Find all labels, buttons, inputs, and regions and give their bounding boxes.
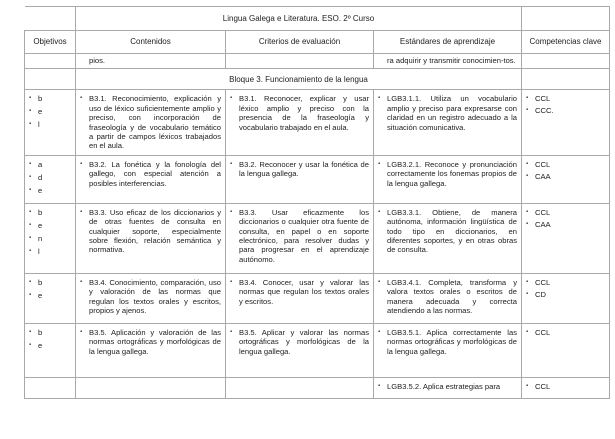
competencias-cell	[522, 323, 610, 377]
continuation-estandares: ra adquirir y transmitir conocimien-tos.	[374, 54, 522, 69]
bullet-icon: ▪	[29, 341, 32, 348]
criterio-cell	[226, 377, 374, 398]
estandar-cell: ▪ LGB3.1.1. Utiliza un vocabulario amplio y preciso para expresarse con claridad en un registro adecuado a la situación comunicativa.	[374, 90, 522, 155]
table-row	[25, 203, 610, 273]
bullet-icon: ▪	[29, 247, 32, 254]
title-spacer	[25, 7, 76, 31]
competencias-cell-item: ▪ CCL	[526, 160, 605, 172]
continuation-competencias	[522, 54, 610, 69]
bullet-icon: ▪	[378, 382, 381, 389]
bloque-row	[25, 69, 610, 90]
objetivos-cell	[25, 273, 76, 323]
objetivos-cell-item: ▪ e	[29, 291, 71, 304]
objetivos-cell	[25, 155, 76, 203]
bullet-icon: ▪	[526, 290, 529, 297]
bullet-icon: ▪	[29, 95, 32, 102]
bullet-icon: ▪	[526, 208, 529, 215]
header-competencias: Competencias clave	[522, 31, 610, 54]
header-objetivos: Objetivos	[25, 31, 76, 54]
bullet-icon: ▪	[526, 278, 529, 285]
header-row	[25, 31, 610, 54]
continuation-row	[25, 54, 610, 69]
objetivos-cell-item: ▪ e	[29, 221, 71, 234]
bullet-icon: ▪	[29, 221, 32, 228]
contenido-cell: ▪ B3.3. Uso eficaz de los diccionarios y de otras fuentes de consulta en cualquier soporte, especialmente sobre flexión, relación semántica y normativa.	[76, 203, 226, 273]
bullet-icon: ▪	[378, 208, 381, 215]
bullet-icon: ▪	[526, 160, 529, 167]
bullet-icon: ▪	[526, 107, 529, 114]
bullet-icon: ▪	[80, 278, 83, 285]
objetivos-cell-item: ▪ a	[29, 160, 71, 173]
objetivos-cell	[25, 203, 76, 273]
bullet-icon: ▪	[29, 234, 32, 241]
objetivos-cell-item: ▪ b	[29, 94, 71, 107]
bullet-icon: ▪	[378, 328, 381, 335]
objetivos-cell	[25, 90, 76, 155]
objetivos-cell-item: ▪ n	[29, 234, 71, 247]
objetivos-cell-item: ▪ b	[29, 278, 71, 291]
estandar-cell: ▪ LGB3.3.1. Obtiene, de manera autónoma, información lingüística de todo tipo en diccionarios, en diferentes soportes, y en otras obras de consulta.	[374, 203, 522, 273]
bullet-icon: ▪	[230, 328, 233, 335]
bullet-icon: ▪	[230, 208, 233, 215]
objetivos-cell-item: ▪ e	[29, 186, 71, 199]
objetivos-cell-item: ▪ d	[29, 173, 71, 186]
criterio-cell: ▪ B3.2. Reconocer y usar la fonética de la lengua gallega.	[226, 155, 374, 203]
estandar-cell: ▪ LGB3.5.2. Aplica estrategias para	[374, 377, 522, 398]
objetivos-cell	[25, 323, 76, 377]
bullet-icon: ▪	[526, 95, 529, 102]
bullet-icon: ▪	[80, 328, 83, 335]
bullet-icon: ▪	[29, 121, 32, 128]
bullet-icon: ▪	[29, 291, 32, 298]
competencias-cell	[522, 377, 610, 398]
bullet-icon: ▪	[230, 160, 233, 167]
table-row	[25, 377, 610, 398]
contenido-cell: ▪ B3.5. Aplicación y valoración de las normas ortográficas y morfológicas de la lengua gallega.	[76, 323, 226, 377]
contenido-cell: ▪ B3.2. La fonética y la fonología del gallego, con especial atención a posibles interferencias.	[76, 155, 226, 203]
continuation-objetivos	[25, 54, 76, 69]
table-row	[25, 323, 610, 377]
criterio-cell: ▪ B3.5. Aplicar y valorar las normas ortográficas y morfológicas de la lengua gallega.	[226, 323, 374, 377]
competencias-cell-item: ▪ CCL	[526, 278, 605, 290]
title-spacer-right	[522, 7, 610, 31]
objetivos-cell-item: ▪ b	[29, 328, 71, 341]
table-row	[25, 155, 610, 203]
objetivos-cell-item: ▪ e	[29, 107, 71, 120]
competencias-cell-item: ▪ CAA	[526, 220, 605, 232]
bullet-icon: ▪	[526, 328, 529, 335]
bullet-icon: ▪	[378, 160, 381, 167]
objetivos-cell-item: ▪ l	[29, 120, 71, 133]
header-estandares: Estándares de aprendizaje	[374, 31, 522, 54]
criterio-cell: ▪ B3.4. Conocer, usar y valorar las normas que regulan los textos orales y escritos.	[226, 273, 374, 323]
bullet-icon: ▪	[80, 95, 83, 102]
bullet-icon: ▪	[29, 160, 32, 167]
curriculum-table	[24, 6, 610, 399]
bloque-spacer-right	[522, 69, 610, 90]
table-row	[25, 90, 610, 155]
bullet-icon: ▪	[29, 328, 32, 335]
bullet-icon: ▪	[29, 208, 32, 215]
bullet-icon: ▪	[29, 186, 32, 193]
objetivos-cell-item: ▪ e	[29, 341, 71, 354]
competencias-cell-item: ▪ CAA	[526, 172, 605, 184]
bullet-icon: ▪	[80, 208, 83, 215]
table-row	[25, 273, 610, 323]
bullet-icon: ▪	[80, 160, 83, 167]
bullet-icon: ▪	[526, 382, 529, 389]
estandar-cell: ▪ LGB3.2.1. Reconoce y pronunciación correctamente los fonemas propios de la lengua gallega.	[374, 155, 522, 203]
table-title: Lingua Galega e Literatura. ESO. 2º Curso	[76, 7, 522, 31]
estandar-cell: ▪ LGB3.4.1. Completa, transforma y valora textos orales o escritos de manera adecuada y correcta atendiendo a las normas.	[374, 273, 522, 323]
bullet-icon: ▪	[378, 95, 381, 102]
bullet-icon: ▪	[230, 278, 233, 285]
continuation-criterios	[226, 54, 374, 69]
title-row	[25, 7, 610, 31]
competencias-cell	[522, 273, 610, 323]
bullet-icon: ▪	[230, 95, 233, 102]
competencias-cell-item: ▪ CCL	[526, 94, 605, 106]
competencias-cell	[522, 90, 610, 155]
bullet-icon: ▪	[378, 278, 381, 285]
contenido-cell: ▪ B3.1. Reconocimiento, explicación y uso de léxico suficientemente amplio y preciso, con incorporación de fraseología y de vocabulario temático a partir de campos léxicos trabajados en el aula.	[76, 90, 226, 155]
objetivos-cell-item: ▪ b	[29, 208, 71, 221]
objetivos-cell-item: ▪ l	[29, 247, 71, 260]
competencias-cell-item: ▪ CCL	[526, 328, 605, 340]
bloque-title: Bloque 3. Funcionamiento de la lengua	[76, 69, 522, 90]
competencias-cell-item: ▪ CD	[526, 290, 605, 302]
header-contenidos: Contenidos	[76, 31, 226, 54]
competencias-cell-item: ▪ CCL	[526, 208, 605, 220]
bullet-icon: ▪	[526, 220, 529, 227]
criterio-cell: ▪ B3.1. Reconocer, explicar y usar léxico amplio y preciso con la presencia de la fraseología y vocabulario trabajado en el aula.	[226, 90, 374, 155]
competencias-cell-item: ▪ CCL	[526, 382, 605, 394]
estandar-cell: ▪ LGB3.5.1. Aplica correctamente las normas ortográficas y morfológicas de la lengua gallega.	[374, 323, 522, 377]
curriculum-table-page	[24, 6, 609, 399]
contenido-cell: ▪ B3.4. Conocimiento, comparación, uso y valoración de las normas que regulan los textos orales y escritos, propios y ajenos.	[76, 273, 226, 323]
header-criterios: Criterios de evaluación	[226, 31, 374, 54]
bullet-icon: ▪	[526, 172, 529, 179]
bullet-icon: ▪	[29, 278, 32, 285]
bloque-spacer	[25, 69, 76, 90]
bullet-icon: ▪	[29, 108, 32, 115]
competencias-cell	[522, 155, 610, 203]
bullet-icon: ▪	[29, 173, 32, 180]
competencias-cell-item: ▪ CCC.	[526, 106, 605, 118]
competencias-cell	[522, 203, 610, 273]
criterio-cell: ▪ B3.3. Usar eficazmente los diccionarios o cualquier otra fuente de consulta, en papel o en soporte electrónico, para resolver dudas y para progresar en el aprendizaje autónomo.	[226, 203, 374, 273]
contenido-cell	[76, 377, 226, 398]
objetivos-cell	[25, 377, 76, 398]
continuation-contenidos: pios.	[76, 54, 226, 69]
